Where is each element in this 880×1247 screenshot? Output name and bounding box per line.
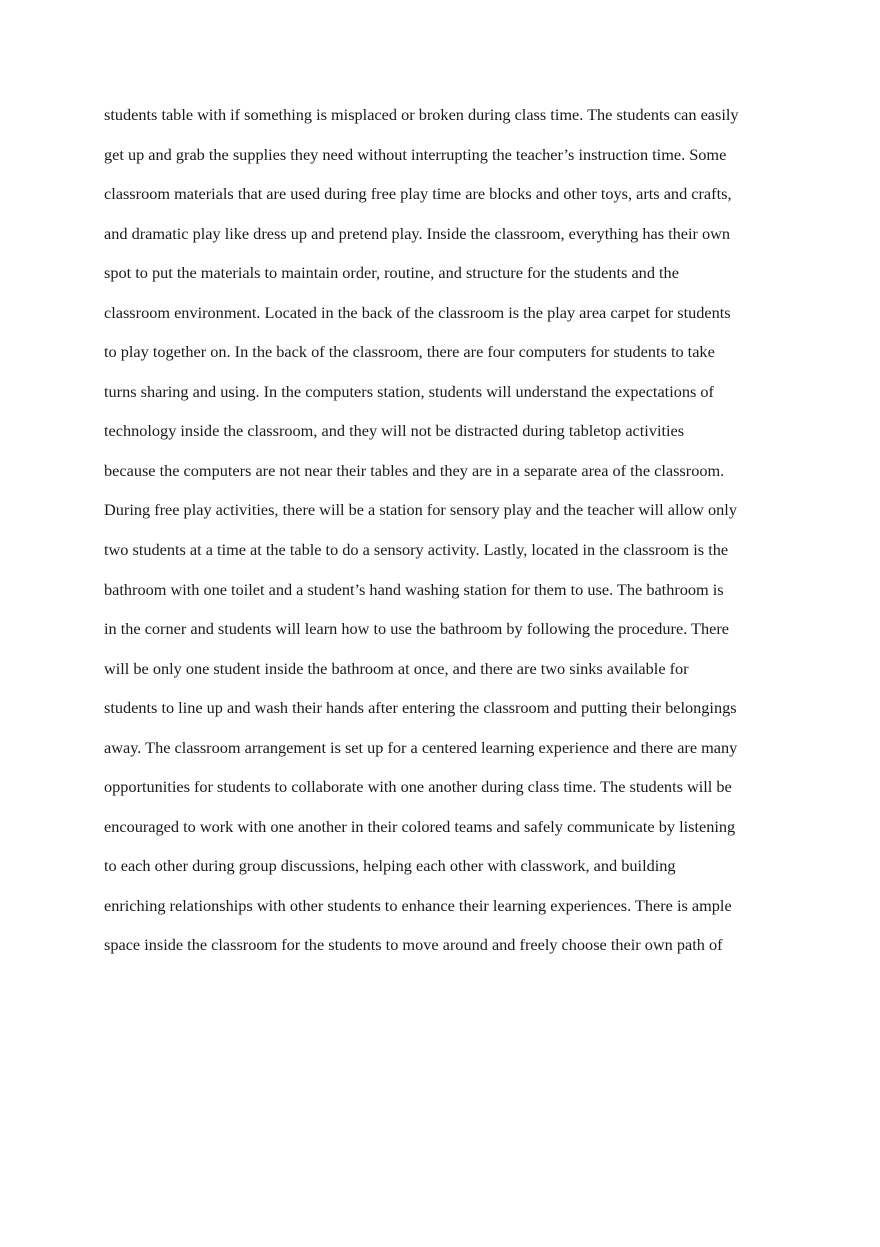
text-line: classroom materials that are used during free play time are blocks and other toys, arts and crafts,: [104, 184, 732, 204]
body-paragraph: [104, 101, 794, 971]
text-line: get up and grab the supplies they need without interrupting the teacher’s instruction time. Some: [104, 144, 727, 164]
text-line: students to line up and wash their hands after entering the classroom and putting their belongings: [104, 698, 737, 718]
text-line: will be only one student inside the bathroom at once, and there are two sinks available for: [104, 658, 689, 678]
text-line: bathroom with one toilet and a student’s hand washing station for them to use. The bathroom is: [104, 579, 724, 599]
text-line: students table with if something is misplaced or broken during class time. The students can easily: [104, 105, 739, 124]
text-line: because the computers are not near their tables and they are in a separate area of the classroom.: [104, 460, 725, 480]
text-line: to each other during group discussions, helping each other with classwork, and building: [104, 856, 676, 876]
text-line: in the corner and students will learn how to use the bathroom by following the procedure. There: [104, 619, 729, 639]
text-line: and dramatic play like dress up and pretend play. Inside the classroom, everything has their own: [104, 223, 731, 243]
text-line: During free play activities, there will be a station for sensory play and the teacher will allow only: [104, 500, 737, 520]
text-line: classroom environment. Located in the back of the classroom is the play area carpet for students: [104, 302, 731, 322]
text-line: turns sharing and using. In the computers station, students will understand the expectations of: [104, 381, 714, 401]
text-line: away. The classroom arrangement is set up for a centered learning experience and there are many: [104, 737, 738, 757]
text-line: opportunities for students to collaborate with one another during class time. The students will be: [104, 777, 732, 797]
text-line: encouraged to work with one another in their colored teams and safely communicate by listening: [104, 816, 736, 836]
text-line: spot to put the materials to maintain order, routine, and structure for the students and the: [104, 263, 679, 283]
text-line: enriching relationships with other students to enhance their learning experiences. There is ample: [104, 895, 732, 915]
text-line: technology inside the classroom, and they will not be distracted during tabletop activities: [104, 421, 685, 441]
text-line: to play together on. In the back of the classroom, there are four computers for students to take: [104, 342, 715, 362]
text-line: space inside the classroom for the students to move around and freely choose their own path of: [104, 935, 723, 955]
text-line: two students at a time at the table to do a sensory activity. Lastly, located in the classroom is the: [104, 540, 729, 560]
